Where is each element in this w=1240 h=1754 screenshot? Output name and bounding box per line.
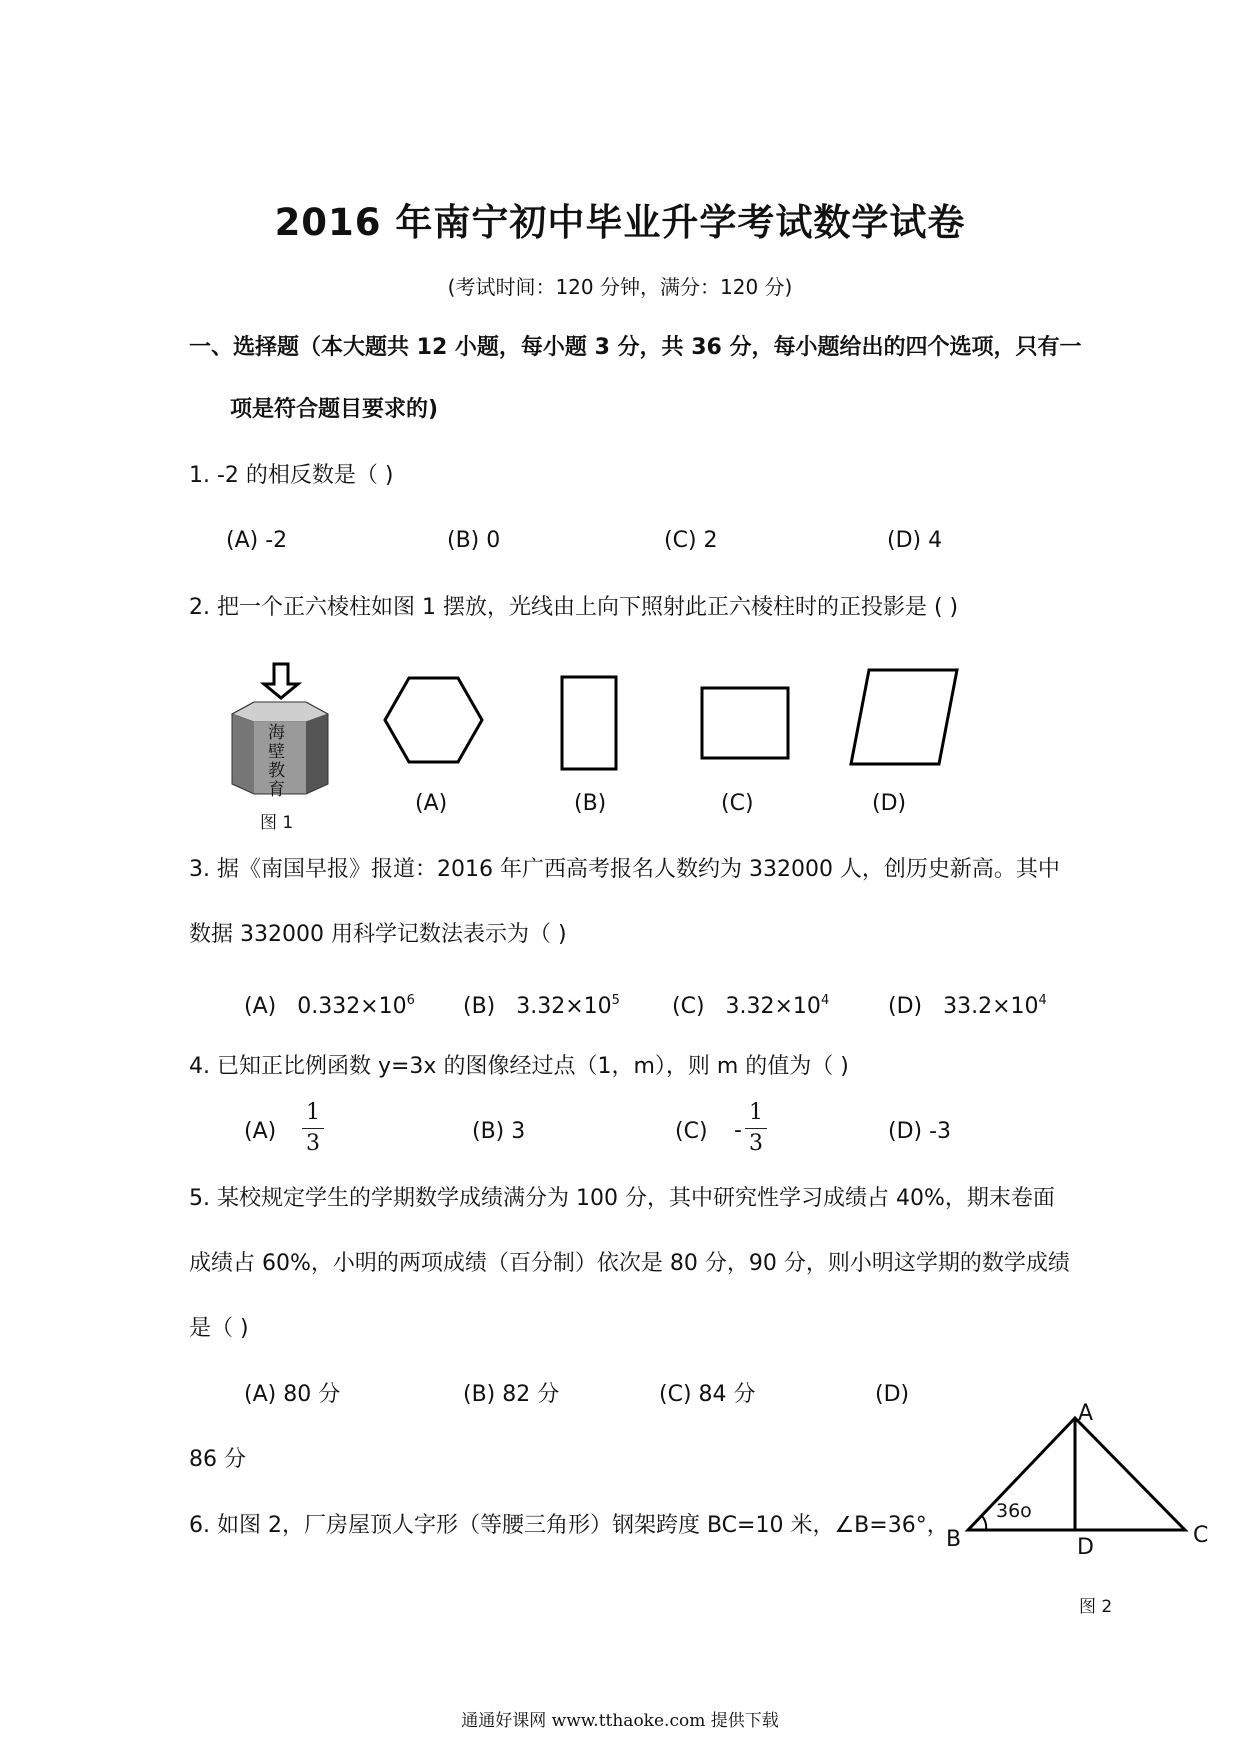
question-3-stem-cont: 数据 332000 用科学记数法表示为（ ) — [189, 922, 567, 947]
figure-2-caption: 图 2 — [1079, 1597, 1113, 1617]
q1-option-b: (B) 0 — [447, 528, 501, 553]
q1-option-a: (A) -2 — [226, 528, 288, 553]
angle-b-label: 36o — [996, 1500, 1032, 1522]
q4-option-c-label: (C) — [675, 1119, 708, 1144]
section-heading: 一、选择题（本大题共 12 小题，每小题 3 分，共 36 分，每小题给出的四个选项，只有一 — [189, 335, 1082, 360]
q4-option-c-fraction: 1 3 — [745, 1100, 767, 1157]
q4-option-a-label: (A) — [244, 1119, 277, 1144]
q3-option-b: (B) $3.32\times 10^5$ — [463, 993, 620, 1019]
option-d-parallelogram — [849, 668, 959, 766]
q5-option-a: (A) 80 分 — [244, 1382, 341, 1407]
q4-option-d: (D) -3 — [888, 1119, 952, 1144]
footer-source: 通通好课网 www.tthaoke.com 提供下载 — [461, 1711, 779, 1731]
q2-option-d-label: (D) — [872, 791, 907, 816]
option-c-square — [700, 686, 790, 760]
question-1-stem: 1. -2 的相反数是（ ) — [189, 463, 394, 488]
q2-option-c-label: (C) — [721, 791, 754, 816]
question-5-stem-end: 是（ ) — [189, 1316, 249, 1341]
q2-option-a-label: (A) — [415, 791, 448, 816]
vertex-c-label: C — [1193, 1523, 1209, 1548]
exam-info: (考试时间：120 分钟，满分：120 分) — [447, 275, 793, 299]
q4-option-b: (B) 3 — [472, 1119, 526, 1144]
hexagonal-prism-figure — [226, 664, 346, 794]
option-b-rectangle — [560, 675, 618, 771]
q1-option-d: (D) 4 — [887, 528, 943, 553]
question-6-stem: 6. 如图 2，厂房屋顶人字形（等腰三角形）钢架跨度 BC=10 米，∠B=36°， — [189, 1513, 949, 1538]
q5-option-d: (D) — [875, 1382, 910, 1407]
triangle-figure — [960, 1410, 1220, 1550]
question-5-stem-cont: 成绩占 60%，小明的两项成绩（百分制）依次是 80 分，90 分，则小明这学期的数学成绩 — [189, 1251, 1070, 1276]
section-heading-cont: 项是符合题目要求的) — [230, 397, 439, 422]
q3-option-a: (A) $0.332\times 10^6$ — [244, 993, 415, 1019]
q5-option-b: (B) 82 分 — [463, 1382, 560, 1407]
question-3-stem: 3. 据《南国早报》报道：2016 年广西高考报名人数约为 332000 人，创历史新高。其中 — [189, 857, 1060, 882]
down-arrow-icon — [264, 664, 298, 698]
option-a-hexagon — [384, 676, 484, 766]
q5-option-d-value: 86 分 — [189, 1447, 246, 1472]
figure-1-caption: 图 1 — [260, 813, 294, 833]
point-d-label: D — [1077, 1535, 1094, 1560]
q2-option-b-label: (B) — [574, 791, 607, 816]
q4-option-c-minus: - — [734, 1118, 742, 1143]
prism-label: 海 壁 教 育 — [268, 723, 285, 800]
vertex-b-label: B — [946, 1527, 962, 1552]
question-2-stem: 2. 把一个正六棱柱如图 1 摆放，光线由上向下照射此正六棱柱时的正投影是 ( ) — [189, 595, 959, 620]
q1-option-c: (C) 2 — [664, 528, 718, 553]
q5-option-c: (C) 84 分 — [659, 1382, 756, 1407]
q3-option-c: (C) $3.32\times 10^4$ — [672, 993, 830, 1019]
q3-option-d: (D) $33.2\times 10^4$ — [888, 993, 1047, 1019]
question-5-stem: 5. 某校规定学生的学期数学成绩满分为 100 分，其中研究性学习成绩占 40%，期末卷面 — [189, 1186, 1055, 1211]
question-4-stem: 4. 已知正比例函数 y=3x 的图像经过点（1，m），则 m 的值为（ ) — [189, 1054, 849, 1079]
vertex-a-label: A — [1078, 1401, 1094, 1426]
q4-option-a-fraction: 1 3 — [302, 1100, 324, 1157]
page-title: 2016 年南宁初中毕业升学考试数学试卷 — [274, 201, 966, 244]
